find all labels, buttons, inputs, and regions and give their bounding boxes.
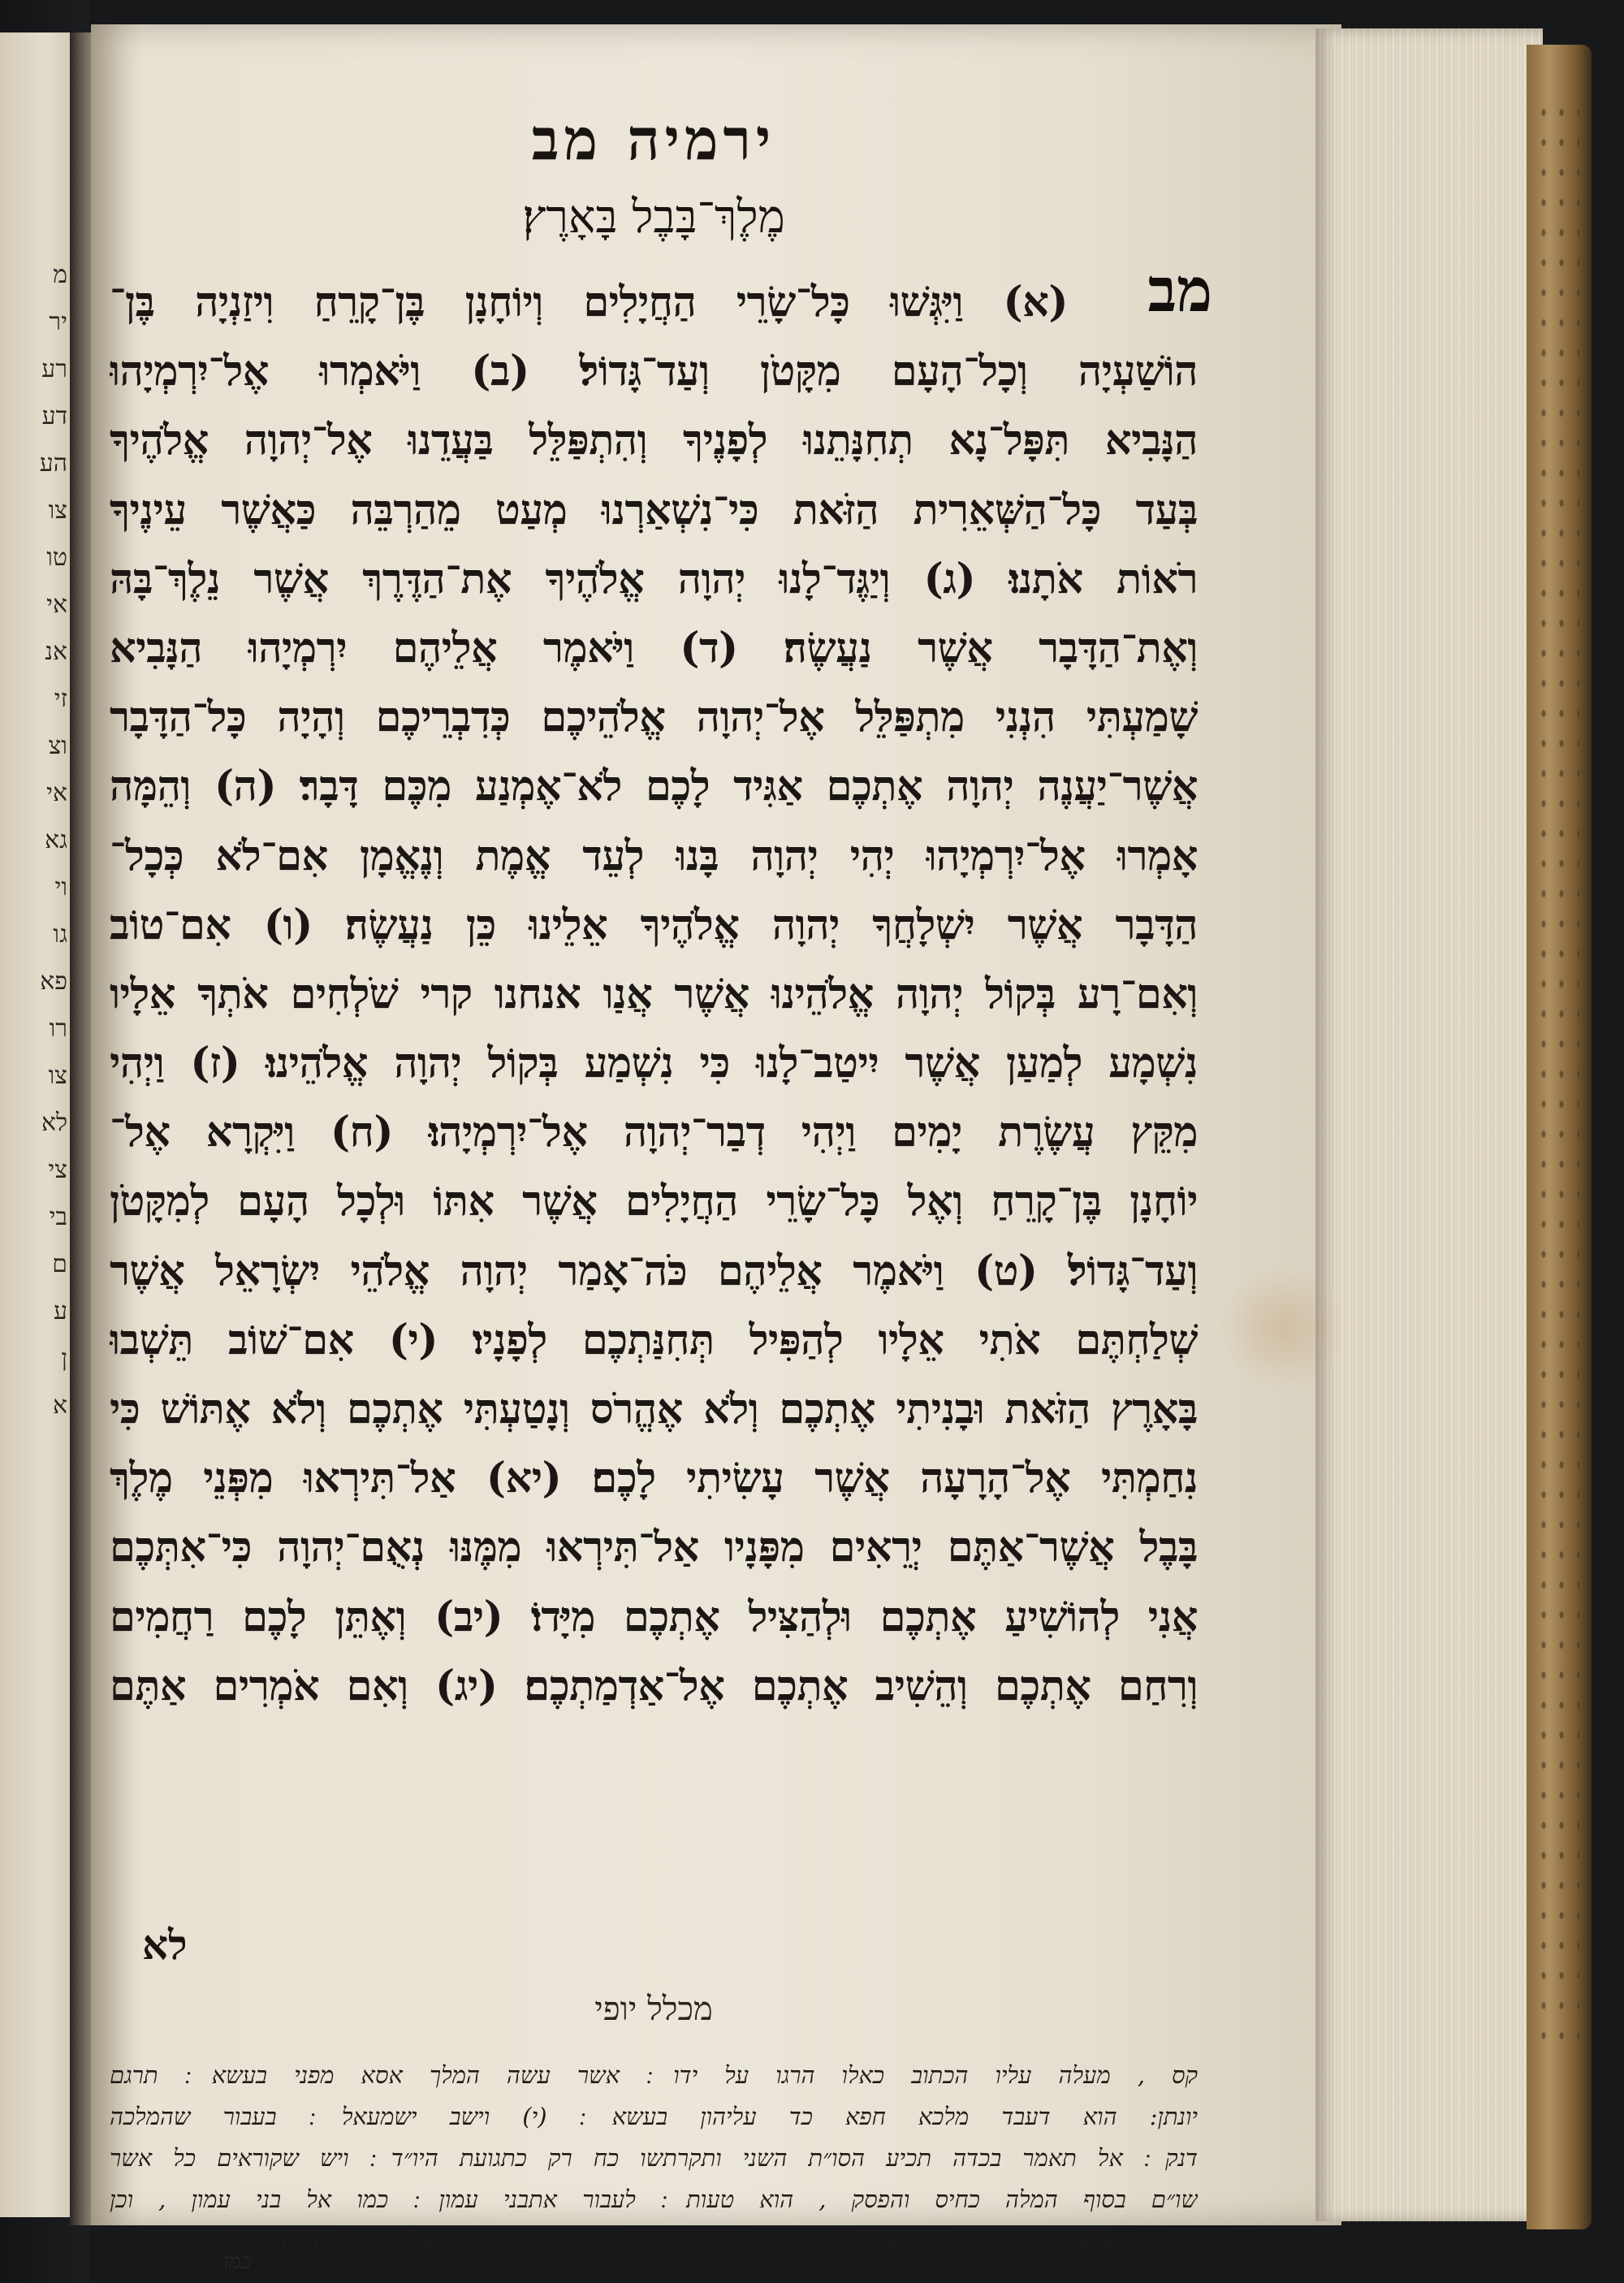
verse-line: וְאֶת־הַדָּבָר אֲשֶׁר נַעֲשֶׂה׃ (ד) וַיֹּאמֶר אֲלֵיהֶם יִרְמְיָהוּ הַנָּבִיא (110, 623, 1198, 672)
verse-line: (א) וַיִּגְּשׁוּ כָּל־שָׂרֵי הַחֲיָלִים וְיוֹחָנָן בֶּן־קָרֵחַ וִיזַנְיָה בֶּן־ (110, 278, 1068, 326)
chapter-carryover-line: מֶלֶךְ־בָּבֶל בָּאָרֶץ׃ (522, 191, 785, 244)
left-page-fragment: דע (41, 402, 67, 430)
chapter-number: מב (1147, 256, 1212, 326)
verse-line: וְעַד־גָּדוֹל׃ (ט) וַיֹּאמֶר אֲלֵיהֶם כֹּה־אָמַר יְהוָה אֱלֹהֵי יִשְׂרָאֵל אֲשֶׁר (110, 1246, 1198, 1295)
commentary-line: יונתן: הוא דעבד מלכא חפא כד עליהון בעשא ׃ (י) וישב ישמעאל ׃ בעבור שהמלכה (110, 2103, 1198, 2130)
running-head: ירמיה מב (531, 106, 776, 173)
verse-line: בָּבֶל אֲשֶׁר־אַתֶּם יְרֵאִים מִפָּנָיו אַל־תִּירְאוּ מִמֶּנּוּ נְאֻם־יְהוָה כִּי־אִתְּכֶם (110, 1523, 1198, 1572)
left-page-fragment: לא (41, 1109, 67, 1137)
commentary-line: דנק ׃ אל תאמר בכדה תכיע הסו״ת השני ותקרתשו כח רק כתגועת היו״ד ׃ ויש שקוראים כל אשר (110, 2144, 1198, 2172)
cover-speckle-pattern (1535, 97, 1579, 2047)
verse-line: שְׁלַחְתֶּם אֹתִי אֵלָיו לְהַפִּיל תְּחִנַּתְכֶם לְפָנָיו׃ (י) אִם־שׁוֹב תֵּשְׁבוּ (110, 1315, 1198, 1364)
left-page-fragment: מ (53, 261, 67, 289)
left-page-fragment: ע (54, 1297, 67, 1325)
left-page-fragment: אנ (45, 638, 67, 666)
verse-line: שָׁמַעְתִּי הִנְנִי מִתְפַּלֵּל אֶל־יְהוָה אֱלֹהֵיכֶם כְּדִבְרֵיכֶם וְהָיָה כָּל־הַדָּבָר (110, 693, 1198, 742)
catchword: לא (142, 1921, 188, 1969)
commentary-line: שו״ם בסוף המלה כחיס והפסק , הוא טעות ׃ לעבור אתבני עמון ׃ כמו אל בני עמון , וכן (110, 2186, 1198, 2213)
left-page-fragment: רו (49, 1014, 67, 1043)
verse-line: הַדָּבָר אֲשֶׁר יִשְׁלָחֲךָ יְהוָה אֱלֹהֶיךָ אֵלֵינוּ כֵּן נַעֲשֶׂה׃ (ו) אִם־טוֹב (110, 900, 1198, 949)
verse-line: אֲנִי לְהוֹשִׁיעַ אֶתְכֶם וּלְהַצִּיל אֶתְכֶם מִיָּדוֹ׃ (יב) וְאֶתֵּן לָכֶם רַחֲמִים (110, 1592, 1198, 1641)
verse-line: מִקֵּץ עֲשֶׂרֶת יָמִים וַיְהִי דְבַר־יְהוָה אֶל־יִרְמְיָהוּ׃ (ח) וַיִּקְרָא אֶל־ (110, 1108, 1198, 1157)
left-page-fragment: רע (41, 355, 67, 383)
left-page-fragment: ם (52, 1250, 67, 1278)
verse-line: הוֹשַׁעְיָה וְכָל־הָעָם מִקָּטֹן וְעַד־גָּדוֹל׃ (ב) וַיֹּאמְרוּ אֶל־יִרְמְיָהוּ (110, 347, 1198, 396)
verse-line: נִחַמְתִּי אֶל־הָרָעָה אֲשֶׁר עָשִׂיתִי לָכֶם׃ (יא) אַל־תִּירְאוּ מִפְּנֵי מֶלֶךְ (110, 1454, 1198, 1503)
verse-lines (110, 268, 1198, 1721)
left-page-fragment: פא (40, 967, 67, 996)
left-page-fragment: וי (54, 873, 67, 902)
left-page-fragment: צו (48, 496, 67, 525)
left-page-fragment: בי (49, 1203, 67, 1231)
verse-line: נִשְׁמָע לְמַעַן אֲשֶׁר יִיטַב־לָנוּ כִּי נִשְׁמַע בְּקוֹל יְהוָה אֱלֹהֵינוּ׃ (ז) וַיְהִי (110, 1039, 1198, 1088)
left-page-fragment: זי (54, 685, 67, 713)
verse-line: הַנָּבִיא תִּפָּל־נָא תְחִנָּתֵנוּ לְפָנֶיךָ וְהִתְפַּלֵּל בַּעֲדֵנוּ אֶל־יְהוָה אֱלֹהֶיךָ (110, 416, 1198, 465)
left-page-fragment: גו (53, 920, 67, 949)
signature-mark: מכלל יופי (594, 1991, 713, 2028)
left-page-fragment: גא (45, 826, 67, 854)
commentary-notes (110, 2055, 1198, 2262)
left-page-fragment: אי (46, 590, 67, 619)
left-page-fragment: אי (46, 779, 67, 807)
left-page-fragment: הע (39, 449, 67, 478)
page-fore-edge (1315, 28, 1543, 2221)
left-page-fragment: טו (46, 543, 67, 572)
left-page-text-fragments (19, 252, 67, 1429)
verse-line: רֹאוֹת אֹתָנוּ׃ (ג) וְיַגֶּד־לָנוּ יְהוָה אֱלֹהֶיךָ אֶת־הַדֶּרֶךְ אֲשֶׁר נֵלֶךְ־בָּהּ (110, 554, 1198, 603)
verse-line: אֲשֶׁר־יַעֲנֶה יְהוָה אֶתְכֶם אַגִּיד לָכֶם לֹא־אֶמְנַע מִכֶּם דָּבָר׃ (ה) וְהֵמָּה (110, 762, 1198, 811)
verse-line: וְאִם־רָע בְּקוֹל יְהוָה אֱלֹהֵינוּ אֲשֶׁר אֲנַו אנחנו קרי שֹׁלְחִים אֹתְךָ אֵלָיו (110, 969, 1198, 1018)
left-page-fragment: וצ (48, 732, 67, 760)
verse-line: בְּעַד כָּל־הַשְּׁאֵרִית הַזֹּאת כִּי־נִשְׁאַרְנוּ מְעַט מֵהַרְבֵּה כַּאֲשֶׁר עֵינֶיךָ (110, 485, 1198, 534)
verse-line: וְרִחַם אֶתְכֶם וְהֵשִׁיב אֶתְכֶם אֶל־אַדְמַתְכֶם׃ (יג) וְאִם אֹמְרִים אַתֶּם (110, 1661, 1198, 1710)
left-page-fragment: צו (48, 1062, 67, 1090)
left-page-fragment: א (52, 1391, 67, 1420)
verse-line: אָמְרוּ אֶל־יִרְמְיָהוּ יְהִי יְהוָה בָּנוּ לְעֵד אֱמֶת וְנֶאֱמָן אִם־לֹא כְּכָל־ (110, 831, 1198, 880)
left-page-edge (0, 32, 77, 2217)
verse-line: יוֹחָנָן בֶּן־קָרֵחַ וְאֶל כָּל־שָׂרֵי הַחֲיָלִים אֲשֶׁר אִתּוֹ וּלְכָל הָעָם לְמִקָּטֹן (110, 1177, 1198, 1226)
left-page-fragment: ן (61, 1344, 67, 1373)
commentary-line: קס , מעלה עליו הכתוב כאלו הרגו על ידו ׃ אשר עשה המלך אסא מפני בעשא ׃ תרגם (110, 2061, 1198, 2089)
left-page-fragment: צי (48, 1156, 67, 1184)
paper-stain (1218, 1267, 1348, 1389)
commentary-catchword: כמו (223, 2250, 252, 2274)
page-text-block (110, 89, 1212, 2274)
commentary-line: והרקה אלא הכהן , כמו אל הכהן , אם מי הגדת אתון , כמו אל מי ׃ (יא) אלפים רבים ׃ (110, 2227, 1198, 2255)
verse-line: בָּאָרֶץ הַזֹּאת וּבָנִיתִי אֶתְכֶם וְלֹא אֶהֱרֹס וְנָטַעְתִּי אֶתְכֶם וְלֹא אֶתּוֹשׁ כִּי (110, 1385, 1198, 1433)
left-page-fragment: יר (49, 308, 67, 336)
